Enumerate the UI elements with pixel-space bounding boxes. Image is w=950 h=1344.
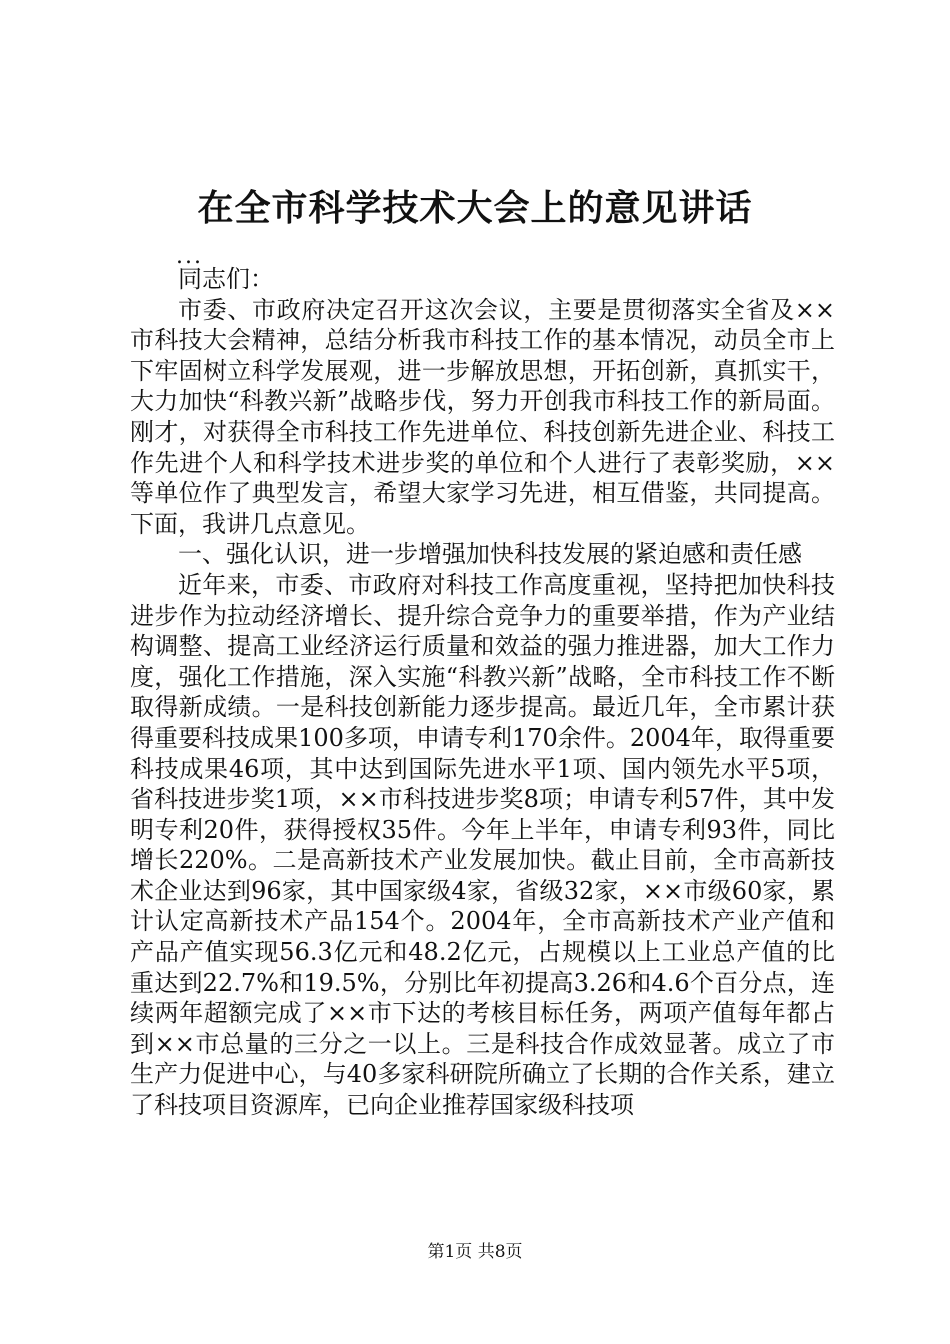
document-title: 在全市科学技术大会上的意见讲话 <box>197 187 753 229</box>
paragraph-intro: 市委、市政府决定召开这次会议，主要是贯彻落实全省及××市科技大会精神，总结分析我市科技工作的基本情况，动员全市上下牢固树立科学发展观，进一步解放思想，开拓创新，真抓实干，大力加快“科教兴新”战略步伐，努力开创我市科技工作的新局面。刚才，对获得全市科技工作先进单位、科技创新先进企业、科技工作先进个人和科学技术进步奖的单位和个人进行了表彰奖励，××等单位作了典型发言，希望大家学习先进，相互借鉴，共同提高。下面，我讲几点意见。 <box>130 295 835 538</box>
section-heading-1: 一、强化认识，进一步增强加快科技发展的紧迫感和责任感 <box>178 540 802 569</box>
ellipsis-mark: ... <box>176 244 203 269</box>
page-number-footer: 第1页 共8页 <box>427 1242 523 1262</box>
salutation: 同志们： <box>178 265 274 293</box>
paragraph-achievements: 近年来，市委、市政府对科技工作高度重视，坚持把加快科技进步作为拉动经济增长、提升综合竞争力的重要举措，作为产业结构调整、提高工业经济运行质量和效益的强力推进器，加大工作力度，强化工作措施，深入实施“科教兴新”战略，全市科技工作不断取得新成绩。一是科技创新能力逐步提高。最近几年，全市累计获得重要科技成果100多项，申请专利170余件。2004年，取得重要科技成果46项，其中达到国际先进水平1项、国内领先水平5项，省科技进步奖1项，××市科技进步奖8项；申请专利57件，其中发明专利20件，获得授权35件。今年上半年，申请专利93件，同比增长220%。二是高新技术产业发展加快。截止目前，全市高新技术企业达到96家，其中国家级4家，省级32家，××市级60家，累计认定高新技术产品154个。2004年，全市高新技术产业产值和产品产值实现56.3亿元和48.2亿元，占规模以上工业总产值的比重达到22.7%和19.5%，分别比年初提高3.26和4.6个百分点，连续两年超额完成了××市下达的考核目标任务，两项产值每年都占到××市总量的三分之一以上。三是科技合作成效显著。成立了市生产力促进中心，与40多家科研院所确立了长期的合作关系，建立了科技项目资源库，已向企业推荐国家级科技项 <box>130 570 835 1120</box>
document-body <box>130 264 835 1121</box>
